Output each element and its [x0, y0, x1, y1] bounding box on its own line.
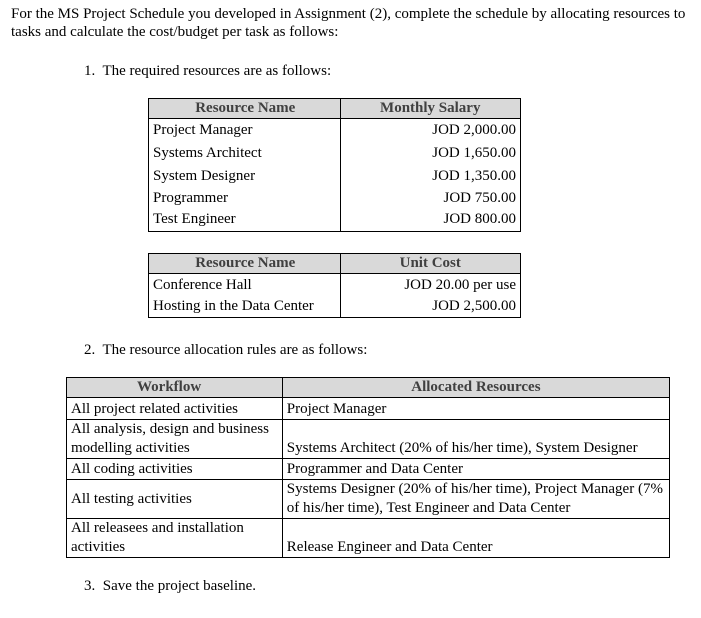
table-cell: Hosting in the Data Center [149, 297, 341, 318]
table-header-row [149, 254, 521, 274]
table-row [149, 274, 521, 297]
table-cell: Project Manager [149, 119, 341, 142]
table-row [67, 519, 670, 558]
table-cell: All coding activities [67, 459, 283, 480]
column-header: Resource Name [149, 254, 341, 274]
table-cell: Release Engineer and Data Center [282, 519, 669, 558]
table-cell: JOD 20.00 per use [340, 274, 521, 297]
table-row [67, 459, 670, 480]
list-item-1 [84, 62, 331, 80]
column-header: Allocated Resources [282, 378, 669, 398]
table-row [67, 398, 670, 420]
list-text: The required resources are as follows: [102, 63, 332, 79]
table-cell: JOD 2,000.00 [340, 119, 520, 142]
table-row [67, 480, 670, 519]
list-number: 2. [84, 342, 96, 358]
table-cell: Systems Designer (20% of his/her time), Project Manager (7% of his/her time), Test Engineer and Data Center [282, 480, 669, 519]
table-cell: Systems Architect (20% of his/her time), System Designer [282, 420, 669, 459]
table-header-row [149, 99, 521, 119]
list-text: The resource allocation rules are as follows: [102, 342, 368, 358]
column-header: Workflow [67, 378, 283, 398]
table-cell: All analysis, design and business modelling activities [67, 420, 283, 459]
table-row [149, 188, 521, 209]
table-row [149, 209, 521, 232]
salary-table [148, 98, 521, 232]
intro-paragraph: For the MS Project Schedule you developed in Assignment (2), complete the schedule by allocating resources to tasks and calculate the cost/budget per task as follows: [11, 6, 686, 40]
table-cell: All testing activities [67, 480, 283, 519]
list-item-3 [84, 577, 256, 595]
list-number: 1. [84, 63, 96, 79]
table-row [149, 165, 521, 188]
table-row [67, 420, 670, 459]
table-cell: Test Engineer [149, 209, 341, 232]
table-row [149, 142, 521, 165]
table-cell: JOD 1,650.00 [340, 142, 520, 165]
column-header: Resource Name [149, 99, 341, 119]
table-cell: Project Manager [282, 398, 669, 420]
table-cell: JOD 1,350.00 [340, 165, 520, 188]
column-header: Unit Cost [340, 254, 521, 274]
table-cell: JOD 800.00 [340, 209, 520, 232]
table-cell: Conference Hall [149, 274, 341, 297]
table-cell: Programmer [149, 188, 341, 209]
table-cell: JOD 2,500.00 [340, 297, 521, 318]
list-item-2 [84, 341, 367, 359]
table-cell: All releasees and installation activities [67, 519, 283, 558]
list-text: Save the project baseline. [102, 578, 257, 594]
table-header-row [67, 378, 670, 398]
table-row [149, 297, 521, 318]
table-cell: Programmer and Data Center [282, 459, 669, 480]
list-number: 3. [84, 578, 96, 594]
table-cell: All project related activities [67, 398, 283, 420]
unit-cost-table [148, 253, 521, 318]
table-cell: JOD 750.00 [340, 188, 520, 209]
table-row [149, 119, 521, 142]
table-cell: System Designer [149, 165, 341, 188]
column-header: Monthly Salary [340, 99, 520, 119]
table-cell: Systems Architect [149, 142, 341, 165]
allocation-table [66, 377, 670, 558]
